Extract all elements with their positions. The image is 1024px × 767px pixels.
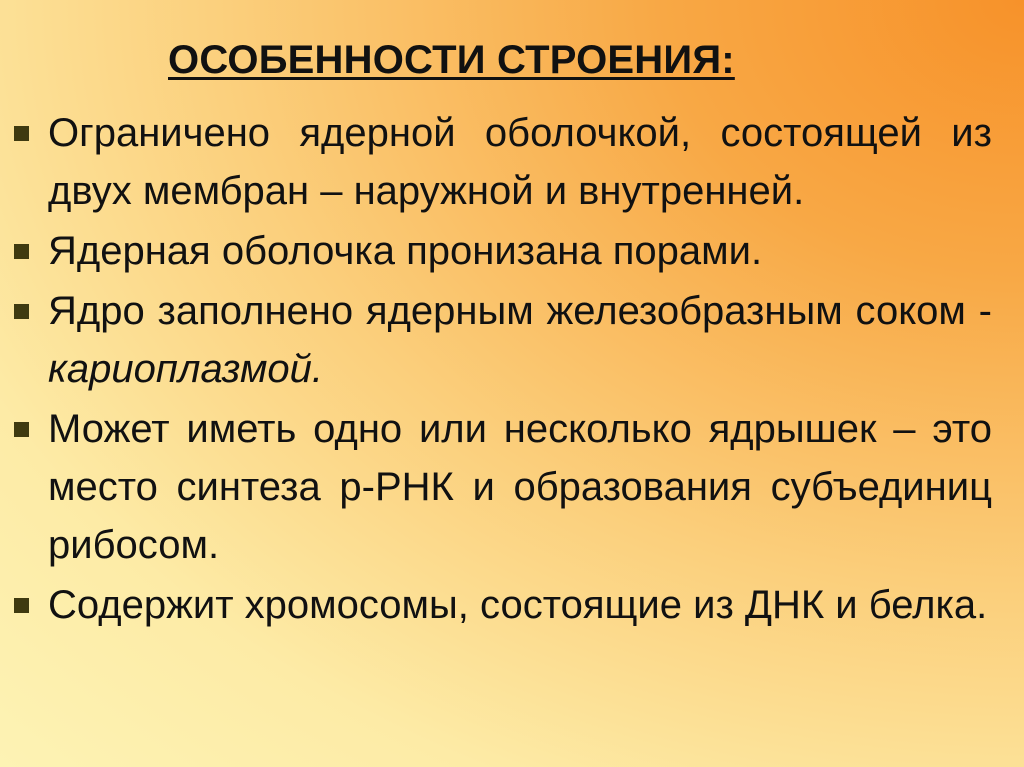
square-bullet-icon xyxy=(14,244,29,259)
bullet-text: Ограничено ядерной оболочкой, состоящей из двух мембран – наружной и внутренней. xyxy=(48,111,992,213)
bullet-item xyxy=(14,222,992,280)
bullet-item xyxy=(14,282,992,398)
bullet-item xyxy=(14,104,992,220)
bullet-item xyxy=(14,576,992,634)
bullet-list xyxy=(14,104,992,636)
square-bullet-icon xyxy=(14,598,29,613)
slide-title: ОСОБЕННОСТИ СТРОЕНИЯ: xyxy=(168,38,735,82)
bullet-text: Может иметь одно или несколько ядрышек – это место синтеза р-РНК и образования субъединиц рибосом. xyxy=(48,407,992,567)
bullet-text: Ядерная оболочка пронизана порами. xyxy=(48,229,763,273)
square-bullet-icon xyxy=(14,126,29,141)
square-bullet-icon xyxy=(14,304,29,319)
bullet-item xyxy=(14,400,992,574)
bullet-emphasis-term: кариоплазмой. xyxy=(48,347,323,391)
square-bullet-icon xyxy=(14,422,29,437)
bullet-text: Ядро заполнено ядерным железобразным соком - xyxy=(48,289,992,333)
bullet-text: Содержит хромосомы, состоящие из ДНК и белка. xyxy=(48,583,988,627)
